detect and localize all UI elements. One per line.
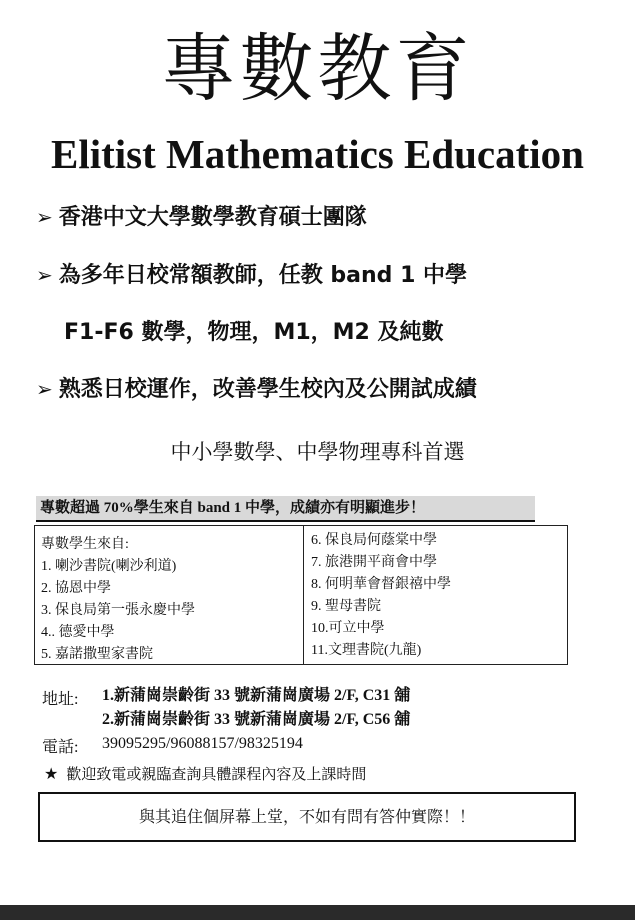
school-item: 1. 喇沙書院(喇沙利道) [41, 559, 177, 574]
welcome-text: 歡迎致電或親臨查詢具體課程內容及上課時間 [66, 765, 367, 783]
bullet-results-text: 熟悉日校運作，改善學生校內及公開試成績 [58, 377, 477, 402]
school-item: 6. 保良局何蔭棠中學 [311, 533, 437, 548]
star-icon: ★ [44, 764, 59, 783]
phone-label: 電話: [42, 739, 79, 756]
arrow-bullet-icon: ➢ [36, 205, 53, 229]
school-item: 5. 嘉諾撒聖家書院 [41, 647, 153, 662]
highlight-banner: 專數超過 70%學生來自 band 1 中學，成績亦有明顯進步！ [36, 496, 535, 522]
school-column-left [35, 526, 304, 664]
school-item: 9. 聖母書院 [311, 599, 381, 614]
school-item: 8. 何明華會督銀禧中學 [311, 577, 451, 592]
school-item: 2. 協恩中學 [41, 581, 111, 596]
bullet-teachers [36, 258, 616, 293]
address-label: 地址: [42, 691, 79, 708]
school-column-right [305, 526, 567, 664]
english-title: Elitist Mathematics Education [51, 131, 584, 177]
address-line-2: 2.新蒲崗崇齡街 33 號新蒲崗廣場 2/F, C56 舖 [102, 711, 411, 728]
phone-numbers: 39095295/96088157/98325194 [102, 735, 303, 752]
school-item: 4.. 德愛中學 [41, 625, 115, 640]
address-line-1: 1.新蒲崗崇齡街 33 號新蒲崗廣場 2/F, C31 舖 [102, 687, 411, 704]
arrow-bullet-icon: ➢ [36, 263, 53, 287]
bullet-teachers-text: 為多年日校常額教師，任教 band 1 中學 [58, 263, 468, 288]
arrow-bullet-icon: ➢ [36, 377, 53, 401]
school-list-box [34, 525, 568, 665]
slogan-box: 與其追住個屏幕上堂，不如有問有答仲實際！！ [38, 792, 576, 842]
school-item: 7. 旅港開平商會中學 [311, 555, 437, 570]
bullet-team [36, 200, 616, 235]
school-list-heading: 專數學生來自: [41, 537, 129, 552]
welcome-line [44, 762, 366, 786]
chinese-title: 專數教育 [161, 26, 474, 112]
bullet-results [36, 372, 616, 407]
bottom-edge [0, 905, 635, 920]
school-item: 10.可立中學 [311, 621, 385, 636]
bullet-subjects: F1-F6 數學，物理，M1，M2 及純數 [64, 320, 444, 345]
school-item: 11.文理書院(九龍) [311, 643, 422, 658]
school-item: 3. 保良局第一張永慶中學 [41, 603, 195, 618]
tagline: 中小學數學、中學物理專科首選 [170, 440, 465, 464]
bullet-team-text: 香港中文大學數學教育碩士團隊 [58, 205, 367, 230]
